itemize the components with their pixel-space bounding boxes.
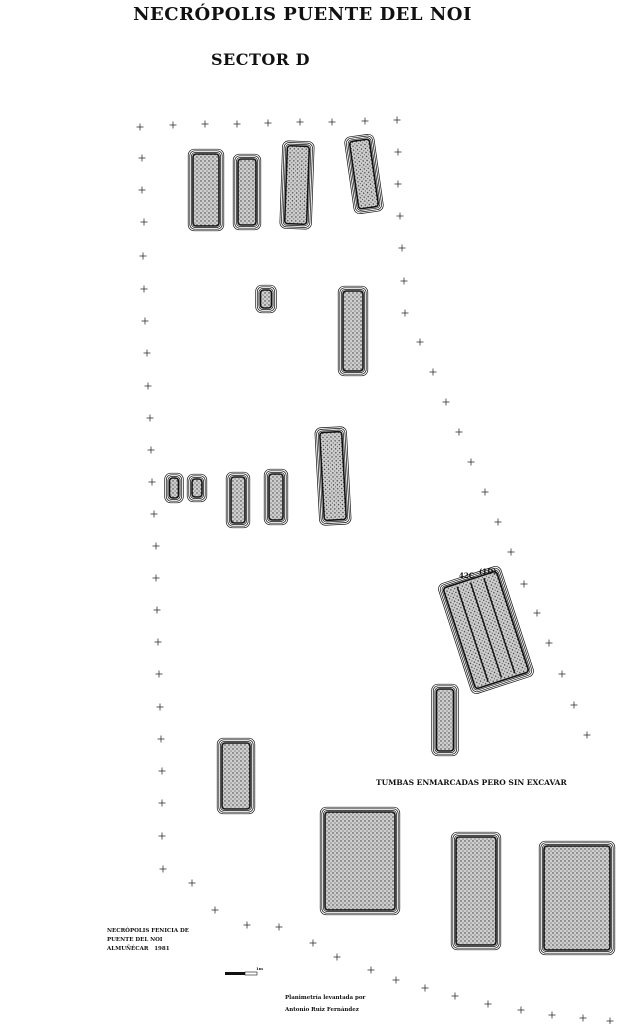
survey-marker <box>144 350 151 357</box>
map-title: NECRÓPOLIS PUENTE DEL NOI <box>133 4 472 25</box>
survey-marker <box>160 866 167 873</box>
survey-marker <box>137 124 144 131</box>
survey-marker <box>148 447 155 454</box>
caption-line-1: NECRÓPOLIS FENICIA DE <box>107 928 190 934</box>
tomb <box>338 286 368 376</box>
survey-marker <box>151 511 158 518</box>
survey-marker <box>147 415 154 422</box>
survey-marker <box>395 181 402 188</box>
survey-marker <box>145 383 152 390</box>
credit-line-2: Antonio Ruiz Fernández <box>285 1007 359 1013</box>
survey-marker <box>443 399 450 406</box>
credit-block <box>285 992 365 1016</box>
survey-marker <box>549 1012 556 1019</box>
caption-year: 1981 <box>154 946 170 952</box>
tomb <box>226 472 250 528</box>
tomb <box>280 141 315 230</box>
survey-marker <box>142 318 149 325</box>
survey-marker <box>401 278 408 285</box>
survey-marker <box>141 219 148 226</box>
survey-marker <box>234 121 241 128</box>
survey-marker <box>607 1018 614 1024</box>
tomb <box>315 426 352 525</box>
survey-marker <box>395 149 402 156</box>
tomb <box>256 285 277 313</box>
survey-marker <box>139 155 146 162</box>
survey-marker <box>362 118 369 125</box>
scale-bar <box>225 972 257 975</box>
survey-marker <box>485 1001 492 1008</box>
survey-marker <box>149 479 156 486</box>
tomb <box>165 473 184 503</box>
survey-marker <box>399 245 406 252</box>
survey-marker <box>159 833 166 840</box>
tomb-label: 42C <box>459 571 475 580</box>
caption-line-3 <box>107 945 189 954</box>
survey-marker <box>580 1015 587 1022</box>
survey-marker <box>265 120 272 127</box>
caption-line-2: PUENTE DEL NOI <box>107 937 163 943</box>
survey-marker <box>212 907 219 914</box>
survey-marker <box>170 122 177 129</box>
survey-marker <box>559 671 566 678</box>
survey-marker <box>518 1007 525 1014</box>
tomb-label-alt: (1D) <box>479 567 497 576</box>
survey-marker <box>329 119 336 126</box>
survey-marker <box>368 967 375 974</box>
survey-marker <box>310 940 317 947</box>
survey-marker <box>422 985 429 992</box>
tomb <box>188 149 224 231</box>
survey-marker <box>155 639 162 646</box>
survey-marker <box>546 640 553 647</box>
tomb <box>451 832 501 950</box>
tomb <box>432 684 459 756</box>
survey-marker <box>495 519 502 526</box>
survey-marker <box>334 954 341 961</box>
survey-marker <box>482 489 489 496</box>
survey-marker <box>139 187 146 194</box>
survey-marker <box>521 581 528 588</box>
scale-label: 1m <box>256 966 264 971</box>
survey-marker <box>402 310 409 317</box>
caption-place: ALMUÑÉCAR <box>107 946 149 952</box>
survey-marker <box>158 736 165 743</box>
survey-marker <box>584 732 591 739</box>
survey-marker <box>156 671 163 678</box>
survey-marker <box>140 253 147 260</box>
survey-marker <box>153 543 160 550</box>
sector-title: SECTOR D <box>210 50 311 69</box>
survey-marker <box>276 924 283 931</box>
tomb <box>264 469 288 525</box>
tomb <box>320 807 400 915</box>
survey-marker <box>154 607 161 614</box>
tomb <box>344 134 384 215</box>
survey-marker <box>417 339 424 346</box>
survey-marker <box>159 800 166 807</box>
survey-marker <box>452 993 459 1000</box>
survey-marker <box>394 117 401 124</box>
tombs-layer <box>165 134 615 955</box>
survey-marker <box>508 549 515 556</box>
caption-block <box>107 927 189 954</box>
survey-marker <box>202 121 209 128</box>
survey-marker <box>468 459 475 466</box>
survey-marker <box>534 610 541 617</box>
tomb <box>539 841 615 955</box>
survey-marker <box>456 429 463 436</box>
survey-marker <box>189 880 196 887</box>
survey-marker <box>571 702 578 709</box>
survey-marker <box>157 704 164 711</box>
tomb <box>233 154 261 230</box>
survey-marker <box>393 977 400 984</box>
survey-marker <box>297 119 304 126</box>
unexcavated-note: TUMBAS ENMARCADAS PERO SIN EXCAVAR <box>376 778 567 787</box>
tomb <box>187 474 207 502</box>
survey-marker <box>141 286 148 293</box>
survey-marker <box>430 369 437 376</box>
tomb <box>217 738 255 814</box>
credit-line-1: Planimetría levantada por <box>285 995 366 1001</box>
survey-marker <box>244 922 251 929</box>
survey-marker <box>397 213 404 220</box>
survey-marker <box>159 768 166 775</box>
survey-marker <box>153 575 160 582</box>
